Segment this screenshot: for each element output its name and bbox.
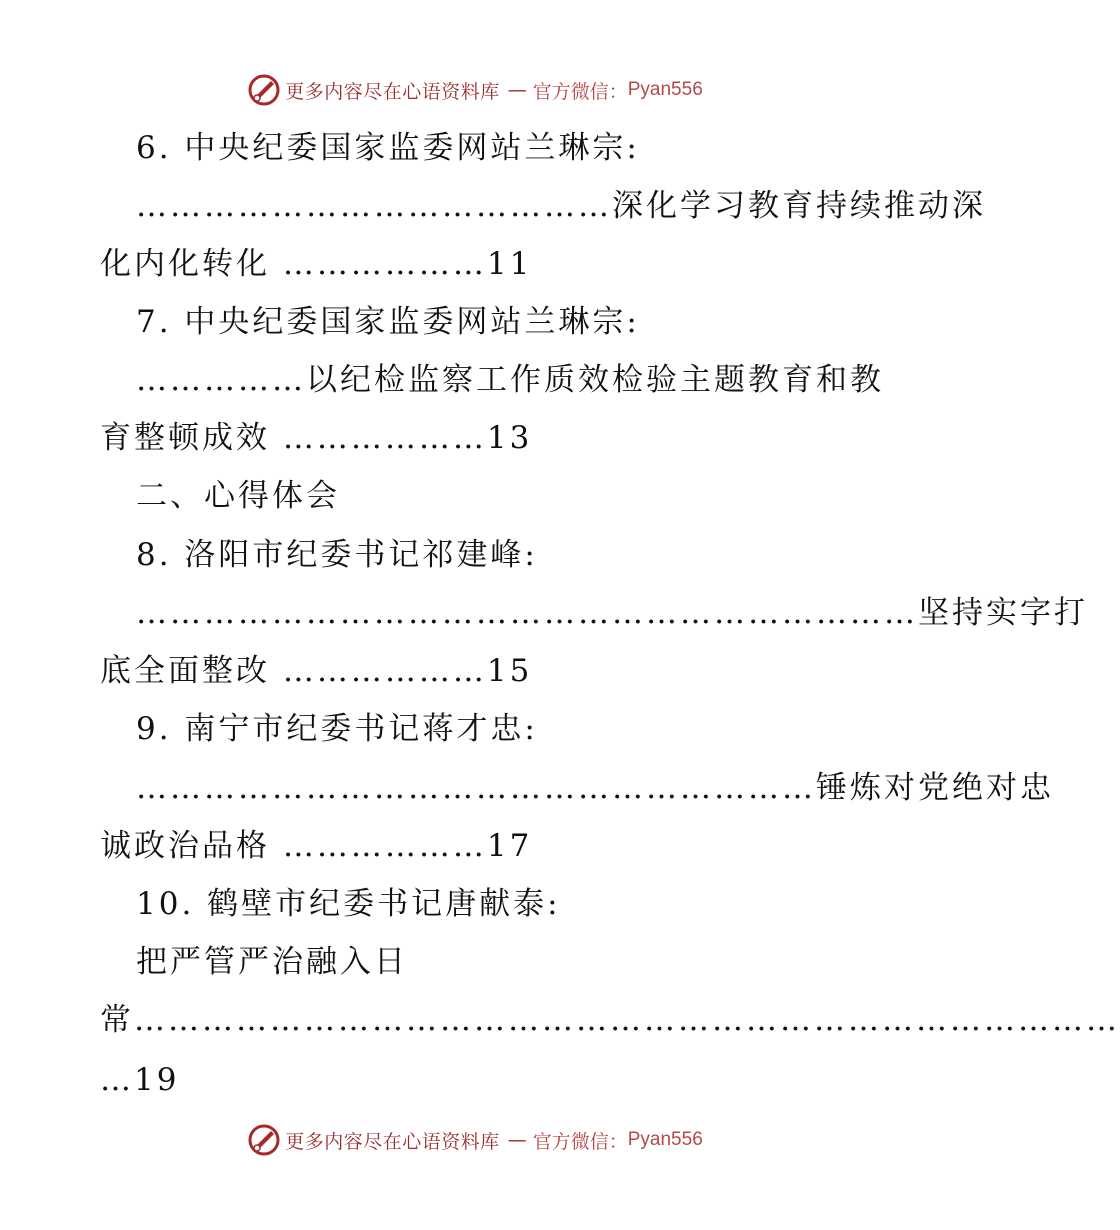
toc-entry-7-dots: ……………以纪检监察工作质效检验主题教育和教 bbox=[136, 362, 884, 398]
toc-entry-6-dots: ……………………………………深化学习教育持续推动深 bbox=[136, 188, 986, 224]
toc-entry-10-title: 10. 鹤壁市纪委书记唐献泰: bbox=[136, 886, 561, 922]
watermark-wechat-label: 官方微信： bbox=[532, 1130, 628, 1153]
toc-entry-10-page: …19 bbox=[100, 1062, 180, 1098]
watermark-banner-bottom bbox=[0, 1120, 950, 1160]
toc-entry-8-title: 8. 洛阳市纪委书记祁建峰: bbox=[136, 537, 538, 573]
watermark-separator: — bbox=[507, 79, 527, 101]
pen-logo-icon bbox=[247, 1123, 281, 1157]
toc-entry-9-dots: ……………………………………………………锤炼对党绝对忠 bbox=[136, 770, 1054, 806]
toc-entry-10-subtitle: 把严管严治融入日 bbox=[136, 944, 408, 980]
toc-entry-7-title: 7. 中央纪委国家监委网站兰琳宗: bbox=[136, 304, 640, 340]
toc-entry-10-dots: 常…………………………………………………………………………… bbox=[100, 1002, 1120, 1038]
toc-entry-8-page: 底全面整改 ………………15 bbox=[100, 653, 533, 689]
toc-section-heading: 二、心得体会 bbox=[136, 478, 340, 514]
toc-entry-7-page: 育整顿成效 ………………13 bbox=[100, 420, 533, 456]
watermark-label: 更多内容尽在心语资料库 bbox=[285, 80, 500, 103]
toc-entry-9-page: 诚政治品格 ………………17 bbox=[100, 828, 533, 864]
watermark-account: Pyan556 bbox=[627, 79, 703, 100]
watermark-account: Pyan556 bbox=[627, 1129, 703, 1150]
toc-entry-9-title: 9. 南宁市纪委书记蒋才忠: bbox=[136, 711, 538, 747]
toc-entry-8-dots: ……………………………………………………………坚持实字打 bbox=[136, 595, 1088, 631]
toc-entry-6-title: 6. 中央纪委国家监委网站兰琳宗: bbox=[136, 130, 640, 166]
watermark-wechat-label: 官方微信： bbox=[532, 80, 628, 103]
watermark-label: 更多内容尽在心语资料库 bbox=[285, 1130, 500, 1153]
toc-entry-6-page: 化内化转化 ………………11 bbox=[100, 246, 533, 282]
watermark-separator: — bbox=[507, 1129, 527, 1151]
